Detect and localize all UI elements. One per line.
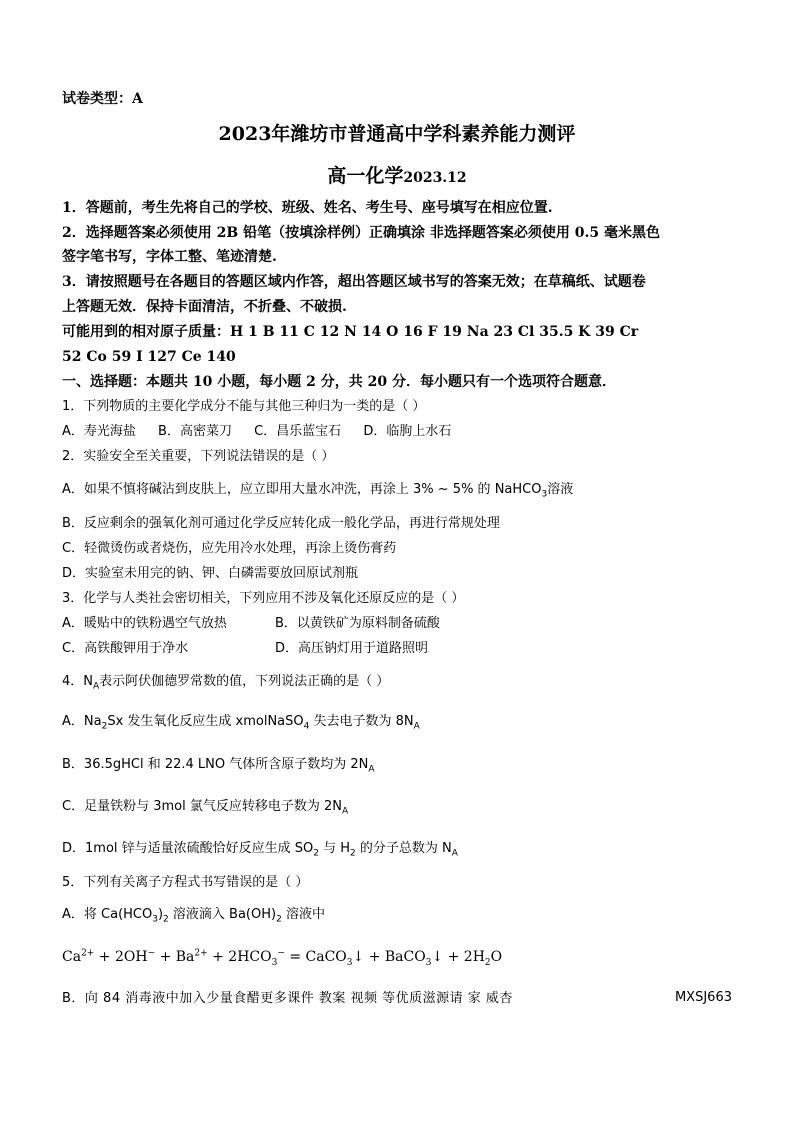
q5-option-a [62,906,325,924]
eq-part-2: + 2OH [94,949,148,965]
eq-part-1: Ca [62,949,82,965]
instruction-3: 3．请按照题号在各题目的答题区域内作答，超出答题区域书写的答案无效；在草稿纸、试题卷 [62,274,646,290]
q2-option-a [62,481,573,499]
q5-a-2: ) [157,907,164,922]
q4-a-sub1: 2 [101,721,108,732]
q4-a-3: 失去电子数为 8N [309,714,414,729]
eq-part-5: = CaCO [284,949,347,965]
q4-option-b [62,756,375,774]
q1-option-d: D．临朐上水石 [363,424,452,439]
q2-option-a-tail: 溶液 [547,482,574,497]
q4-d-3: 的分子总数为 N [355,841,452,856]
q5-a-sub1: 3 [152,914,158,925]
exam-date: 2023.12 [403,170,467,186]
q4-stem-text: 4．N [62,674,93,689]
eq-part-4: + 2HCO [207,949,272,965]
q4-option-c [62,798,348,816]
q4-option-d [62,840,458,858]
q5-option-b: B．向 84 消毒液中加入少量食醋更多课件 教案 视频 等优质滋源请 家 威杏 [62,991,513,1006]
q3-stem: 3．化学与人类社会密切相关，下列应用不涉及氧化还原反应的是（ ） [62,591,465,606]
q2-option-a-text: A．如果不慎将碱沾到皮肤上，应立即用大量水冲洗，再涂上 3% ~ 5% 的 NaHCO [62,482,542,497]
atomic-masses-line-1: 可能用到的相对原子质量：H 1 B 11 C 12 N 14 O 16 F 19 Na 23 Cl 35.5 K 39 Cr [62,324,639,340]
q5-a-4: 溶液中 [281,907,325,922]
q4-d-2: 与 H [319,841,351,856]
instruction-3-cont: 上答题无效．保持卡面清洁，不折叠、不破损. [62,299,347,315]
subject-label: 高一化学 [327,165,404,187]
eq-sup-4: − [277,948,285,959]
q4-stem-tail: 表示阿伏伽德罗常数的值，下列说法正确的是（ ） [99,674,390,689]
q5-a-3: 溶液滴入 Ba(OH) [168,907,277,922]
q4-c-sub1: A [341,806,349,817]
q4-stem-sub: A [93,681,100,692]
q4-d-1: D．1mol 锌与适量浓硫酸恰好反应生成 SO [62,841,314,856]
instruction-1: 1．答题前，考生先将自己的学校、班级、姓名、考生号、座号填写在相应位置. [62,200,553,216]
exam-subtitle [0,164,794,190]
paper-type: 试卷类型：A [62,91,143,107]
q4-b-1: B．36.5gHCl 和 22.4 LNO 气体所含原子数均为 2N [62,757,369,772]
q4-a-2: Sx 发生氧化反应生成 xmolNaSO [107,714,304,729]
q1-options [62,423,451,441]
eq-sub-7: 2 [484,957,491,968]
q1-stem: 1．下列物质的主要化学成分不能与其他三种归为一类的是（ ） [62,399,426,414]
atomic-masses-line-2: 52 Co 59 I 127 Ce 140 [62,349,236,365]
q1-option-b: B．高密菜刀 [158,424,232,439]
q3-option-b: B．以黄铁矿为原料制备硫酸 [275,616,440,631]
q3-option-d: D．高压钠灯用于道路照明 [275,641,429,656]
q3-option-c: C．高铁酸钾用于净水 [62,641,189,656]
q5-stem: 5．下列有关离子方程式书写错误的是（ ） [62,875,309,890]
q4-option-a [62,713,420,731]
q5-equation [62,948,502,966]
q2-option-d: D．实验室未用完的钠、钾、白磷需要放回原试剂瓶 [62,566,359,581]
eq-sub-4: 3 [271,957,278,968]
q4-d-sub2: 2 [350,848,356,859]
q4-a-sub2: 4 [303,721,310,732]
q5-a-sub2: 2 [163,914,169,925]
q5-a-1: A．将 Ca(HCO [62,907,153,922]
q4-d-sub3: A [451,848,458,859]
q1-option-a: A．寿光海盐 [62,424,136,439]
q2-option-c: C．轻微烫伤或者烧伤，应先用冷水处理，再涂上烫伤膏药 [62,541,397,556]
q4-a-1: A．Na [62,714,102,729]
q5-a-sub3: 2 [276,914,282,925]
eq-part-7: ↓ + 2H [431,949,485,965]
q1-option-c: C．昌乐蓝宝石 [254,424,342,439]
q2-option-b: B．反应剩余的强氧化剂可通过化学反应转化成一般化学品，再进行常规处理 [62,516,500,531]
eq-sub-5: 3 [346,957,353,968]
eq-part-3: + Ba [155,949,195,965]
q4-a-sub3: A [413,721,420,732]
eq-sub-6: 3 [425,957,432,968]
section-1-heading: 一、选择题：本题共 10 小题，每小题 2 分，共 20 分．每小题只有一个选项符合题意． [62,374,616,390]
q4-d-sub1: 2 [313,848,319,859]
exam-title: 2023年潍坊市普通高中学科素养能力测评 [218,123,576,145]
eq-sup-2: − [147,948,156,959]
instruction-2: 2．选择题答案必须使用 2B 铅笔（按填涂样例）正确填涂 非选择题答案必须使用 0.5 毫米黑色 [62,225,661,241]
eq-sup-1: 2+ [81,948,95,959]
q3-option-a: A．暖贴中的铁粉遇空气放热 [62,616,227,631]
instruction-2-cont: 签字笔书写，字体工整、笔迹清楚. [62,249,277,265]
eq-sup-3: 2+ [194,948,208,959]
q4-stem [62,673,389,691]
eq-part-6: ↓ + BaCO [352,949,426,965]
q4-b-sub1: A [368,764,375,775]
q2-stem: 2．实验安全至关重要，下列说法错误的是（ ） [62,449,335,464]
eq-part-8: O [490,949,503,965]
q4-c-1: C．足量铁粉与 3mol 氯气反应转移电子数为 2N [62,799,342,814]
q2-option-a-sub: 3 [541,489,548,500]
document-code: MXSJ663 [674,990,732,1005]
